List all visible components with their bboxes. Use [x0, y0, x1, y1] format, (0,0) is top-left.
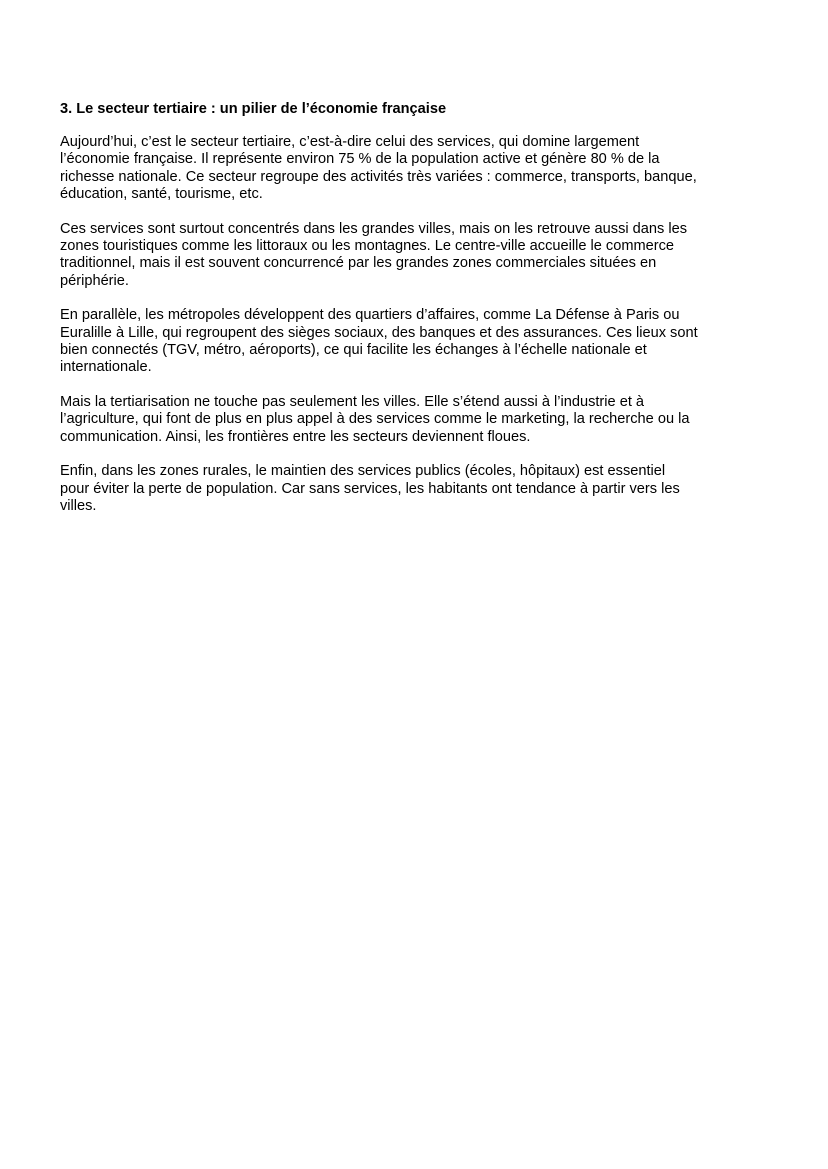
text-line: bien connectés (TGV, métro, aéroports), ce qui facilite les échanges à l’échelle nationale et	[60, 342, 647, 359]
text-line: Mais la tertiarisation ne touche pas seulement les villes. Elle s’étend aussi à l’industrie et à	[60, 393, 645, 410]
text-line: Euralille à Lille, qui regroupent des sièges sociaux, des banques et des assurances. Ces lieux sont	[60, 324, 698, 341]
text-line: Aujourd’hui, c’est le secteur tertiaire, c’est-à-dire celui des services, qui domine largement	[60, 134, 640, 150]
paragraph-cities	[60, 221, 732, 291]
text-line: communication. Ainsi, les frontières entre les secteurs deviennent floues.	[60, 428, 531, 445]
paragraph-tertiarisation	[60, 394, 732, 446]
text-line: l’agriculture, qui font de plus en plus appel à des services comme le marketing, la recherche ou la	[60, 411, 690, 428]
text-line: zones touristiques comme les littoraux ou les montagnes. Le centre-ville accueille le commerce	[60, 238, 675, 255]
text-line: éducation, santé, tourisme, etc.	[60, 186, 263, 203]
paragraph-rural-zones	[60, 463, 732, 515]
paragraph-intro	[60, 134, 732, 204]
text-line: Ces services sont surtout concentrés dans les grandes villes, mais on les retrouve aussi dans les	[60, 220, 688, 237]
document-body	[60, 100, 732, 532]
text-line: En parallèle, les métropoles développent des quartiers d’affaires, comme La Défense à Paris ou	[60, 307, 680, 324]
text-line: Enfin, dans les zones rurales, le maintien des services publics (écoles, hôpitaux) est essentiel	[60, 463, 666, 480]
section-heading: 3. Le secteur tertiaire : un pilier de l’économie française	[60, 101, 447, 117]
text-line: pour éviter la perte de population. Car sans services, les habitants ont tendance à partir vers les	[60, 480, 680, 497]
text-line: l’économie française. Il représente environ 75 % de la population active et génère 80 % de la	[60, 151, 660, 168]
text-line: traditionnel, mais il est souvent concurrencé par les grandes zones commerciales situées en	[60, 255, 657, 272]
paragraph-business-districts	[60, 307, 732, 377]
text-line: internationale.	[60, 359, 152, 376]
text-line: richesse nationale. Ce secteur regroupe des activités très variées : commerce, transports, banque,	[60, 168, 697, 185]
text-line: villes.	[60, 497, 97, 514]
text-line: périphérie.	[60, 272, 129, 289]
